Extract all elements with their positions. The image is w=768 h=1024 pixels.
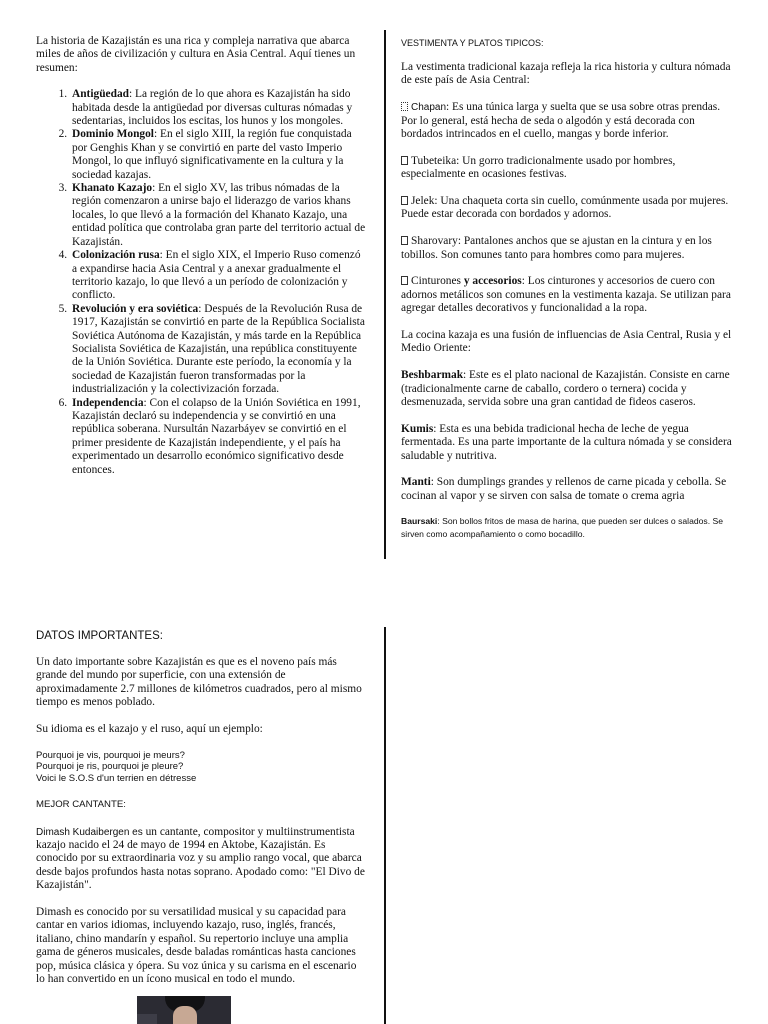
singer-heading: MEJOR CANTANTE: <box>36 798 126 810</box>
clothing-heading: VESTIMENTA Y PLATOS TIPICOS: <box>401 38 544 48</box>
clothing-item-sharovary: Sharovary: Pantalones anchos que se ajustan en la cintura y en los tobillos. Son comunes tanto para hombres como para mujeres. <box>401 235 712 261</box>
dish-beshbarmak: Beshbarmak: Este es el plato nacional de Kazajistán. Consiste en carne (tradicionalmente carne de caballo, cordero o ternera) cocida y desmenuzada, servida sobre una gran cantidad de fideos caseros. <box>401 369 730 409</box>
history-item-title: Revolución y era soviética <box>72 302 199 315</box>
history-item <box>70 88 366 128</box>
dish-manti: Manti: Son dumplings grandes y rellenos de carne picada y cebolla. Se cocinan al vapor y se sirven con salsa de tomate o crema agria <box>401 476 727 502</box>
history-item-text: : Con el colapso de la Unión Soviética en 1991, Kazajistán declaró su independencia y se convirtió en una república soberana. Nursultán Nazarbáyev se convirtió en el primer presidente de Kazajistán independiente, y el país ha experimentado un desarrollo económico significativo desde entonces. <box>72 396 361 476</box>
bullet-icon <box>401 102 408 111</box>
quote-line: Pourquoi je vis, pourquoi je meurs? <box>36 749 185 761</box>
cuisine-intro: La cocina kazaja es una fusión de influencias de Asia Central, Rusia y el Medio Oriente: <box>401 329 732 355</box>
history-list <box>36 88 366 477</box>
dish-kumis: Kumis: Esta es una bebida tradicional hecha de leche de yegua fermentada. Es una parte importante de la cultura nómada y se considera saludable y nutritiva. <box>401 422 732 462</box>
history-item <box>70 182 366 249</box>
singer-photo <box>137 996 231 1024</box>
facts-paragraph-language: Su idioma es el kazajo y el ruso, aquí un ejemplo: <box>36 723 263 736</box>
history-item-title: Colonización rusa <box>72 249 160 262</box>
bullet-icon <box>401 236 408 245</box>
history-item-text: : En el siglo XV, las tribus nómadas de la región comenzaron a unirse bajo el liderazgo de varios khans locales, lo que llevó a la formación del Khanato Kazajo, una entidad política que controlaba gran parte del territorio actual de Kazajistán. <box>72 182 366 248</box>
singer-paragraph-1: Dimash Kudaibergen es un cantante, compositor y multiinstrumentista kazajo nacido el 24 de mayo de 1994 en Aktobe, Kazajistán. Es conocido por su extraordinaria voz y su amplio rango vocal, que abarca desde bajos profundos hasta notas soprano. Apodado como: "El Divo de Kazajistán". <box>36 825 365 892</box>
clothing-item-chapan: Chapan: Es una túnica larga y suelta que se usa sobre otras prendas. Por lo general, está hecha de seda o algodón y está decorada con bordados intrincados en el cuello, mangas y borde inferior. <box>401 101 721 141</box>
history-item-text: : En el siglo XIII, la región fue conquistada por Genghis Khan y se convirtió en parte del vasto Imperio Mongol, lo que influyó significativamente en la cultura y la sociedad kazajas. <box>72 128 352 181</box>
history-item-title: Antigüedad <box>72 88 129 101</box>
history-item <box>70 303 366 397</box>
column-divider-top <box>384 30 386 559</box>
facts-heading: DATOS IMPORTANTES: <box>36 630 163 642</box>
clothing-item-tubeteika: Tubeteika: Un gorro tradicionalmente usado por hombres, especialmente en ocasiones festivas. <box>401 154 676 181</box>
bullet-icon <box>401 156 408 165</box>
facts-section <box>36 629 366 986</box>
dish-baursaki: Baursaki: Son bollos fritos de masa de harina, que pueden ser dulces o salados. Se sirven como acompañamiento o como bocadillo. <box>401 516 723 540</box>
history-item-text: : La región de lo que ahora es Kazajistán ha sido habitada desde la antigüedad por diversas culturas nómadas y sedentarias, incluidos los escitas, los hunos y los mongoles. <box>72 88 353 128</box>
history-item <box>70 128 366 182</box>
history-item-title: Dominio Mongol <box>72 128 154 141</box>
history-section <box>36 35 366 477</box>
clothing-food-section <box>401 37 733 541</box>
quote-line: Voici le S.O.S d'un terrien en détresse <box>36 773 197 784</box>
history-item <box>70 249 366 303</box>
history-item-text: : En el siglo XIX, el Imperio Ruso comenzó a expandirse hacia Asia Central y a anexar gradualmente el territorio kazajo, lo que llevó a un período de colonización y conflicto. <box>72 249 361 302</box>
bullet-icon <box>401 196 408 205</box>
history-item <box>70 397 366 477</box>
quote-line: Pourquoi je ris, pourquoi je pleure? <box>36 761 184 773</box>
singer-paragraph-2: Dimash es conocido por su versatilidad musical y su capacidad para cantar en varios idiomas, incluyendo kazajo, ruso, inglés, francés, italiano, chino mandarín y español. Su repertorio incluye una amplia gama de géneros musicales, desde baladas románticas hasta canciones pop, música clásica y ópera. Su voz única y su carisma en el escenario lo han convertido en un ícono musical en todo el mundo. <box>36 906 357 986</box>
language-example-quote <box>36 750 366 785</box>
history-item-title: Khanato Kazajo <box>72 182 153 195</box>
history-item-text: : Después de la Revolución Rusa de 1917, Kazajistán se convirtió en parte de la República Socialista Soviética Autónoma de Kazajistán, y más tarde en la República Socialista Soviética de Kazajistán, una república constituyente de la Unión Soviética. Durante este período, la economía y la sociedad de Kazajistán fueron transformadas por la industrialización y la colectivización forzada. <box>72 302 365 396</box>
clothing-item-accessories: Cinturones y accesorios: Los cinturones y accesorios de cuero con adornos metálicos son comunes en la vestimenta kazaja. Se utilizan para agregar detalles decorativos y funcionalidad a la ropa. <box>401 275 731 315</box>
clothing-item-jelek: Jelek: Una chaqueta corta sin cuello, comúnmente usada por mujeres. Puede estar decorada con bordados y adornos. <box>401 195 729 221</box>
column-divider-bottom <box>384 627 386 1024</box>
facts-paragraph-size: Un dato importante sobre Kazajistán es que es el noveno país más grande del mundo por superficie, con una extensión de aproximadamente 2.7 millones de kilómetros cuadrados, pero al mismo tiempo es menos poblado. <box>36 656 362 709</box>
history-intro: La historia de Kazajistán es una rica y compleja narrativa que abarca miles de años de civilización y cultura en Asia Central. Aquí tienes un resumen: <box>36 35 356 74</box>
clothing-intro: La vestimenta tradicional kazaja refleja la rica historia y cultura nómada de este país de Asia Central: <box>401 61 731 87</box>
bullet-icon <box>401 276 408 285</box>
history-item-title: Independencia <box>72 396 144 409</box>
